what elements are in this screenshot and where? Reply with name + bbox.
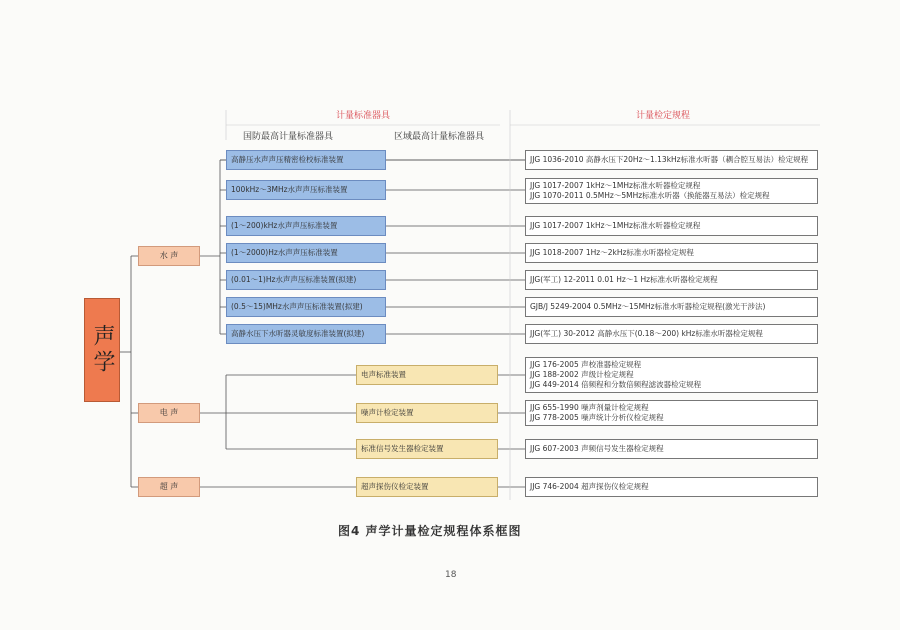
water-standard-box: 高静压水声声压精密检校标准装置 [226, 150, 386, 170]
page-number: 18 [445, 570, 457, 580]
regulation-box [525, 297, 818, 317]
regulation-line: JJG 655-1990 噪声剂量计检定规程 [530, 403, 649, 412]
category-underwater-acoustics: 水 声 [138, 246, 200, 266]
regional-standards-header: 区域最高计量标准器具 [394, 132, 485, 142]
regulation-line: JJG 1018-2007 1Hz～2kHz标准水听器检定规程 [530, 248, 694, 257]
regulation-box [525, 324, 818, 344]
regulation-box [525, 178, 818, 204]
regulation-line: JJG 1017-2007 1kHz～1MHz标准水听器检定规程 [530, 221, 701, 230]
standards-header: 计量标准器具 [336, 111, 391, 121]
regulation-box [525, 477, 818, 497]
regulation-box [525, 439, 818, 459]
regulation-line: JJG 607-2003 声频信号发生器检定规程 [530, 444, 664, 453]
regulation-line: JJG 778-2005 噪声统计分析仪检定规程 [530, 413, 664, 422]
water-standard-box: (0.5～15)MHz水声声压标准装置(拟建) [226, 297, 386, 317]
water-standard-box: (0.01～1)Hz水声声压标准装置(拟建) [226, 270, 386, 290]
category-electroacoustics: 电 声 [138, 403, 200, 423]
regulation-line: JJG 188-2002 声级计检定规程 [530, 370, 634, 379]
regulation-box [525, 216, 818, 236]
regulation-line: JJG(军工) 30-2012 高静水压下(0.18～200) kHz标准水听器检定规程 [530, 329, 763, 338]
regulation-box [525, 150, 818, 170]
water-standard-box: (1～2000)Hz水声声压标准装置 [226, 243, 386, 263]
regulation-line: JJG(军工) 12-2011 0.01 Hz～1 Hz标准水听器检定规程 [530, 275, 718, 284]
electro-standard-box: 噪声计检定装置 [356, 403, 498, 423]
electro-standard-box: 电声标准装置 [356, 365, 498, 385]
water-standard-box: 高静水压下水听器灵敏度标准装置(拟建) [226, 324, 386, 344]
water-standard-box: (1～200)kHz水声声压标准装置 [226, 216, 386, 236]
regulation-line: JJG 1017-2007 1kHz～1MHz标准水听器检定规程 [530, 181, 701, 190]
water-standard-box: 100kHz～3MHz水声声压标准装置 [226, 180, 386, 200]
figure-caption: 图4 声学计量检定规程体系框图 [338, 524, 522, 538]
regulation-line: GJB/J 5249-2004 0.5MHz～15MHz标准水听器检定规程(激光干涉法) [530, 302, 766, 311]
regulation-line: JJG 1070-2011 0.5MHz～5MHz标准水听器（换能器互易法）检定规程 [530, 191, 770, 200]
category-ultrasonics: 超 声 [138, 477, 200, 497]
regulation-box [525, 243, 818, 263]
regulation-line: JJG 1036-2010 高静水压下20Hz～1.13kHz标准水听器（耦合腔互易法）检定规程 [530, 155, 809, 164]
electro-standard-box: 标准信号发生器检定装置 [356, 439, 498, 459]
regulation-line: JJG 449-2014 倍频程和分数倍频程滤波器检定规程 [530, 380, 702, 389]
root-acoustics-box: 声学 [84, 298, 120, 402]
ultrasonic-standard-box: 超声探伤仪检定装置 [356, 477, 498, 497]
regulation-line: JJG 176-2005 声校准器检定规程 [530, 360, 642, 369]
regulations-header: 计量检定规程 [636, 111, 691, 121]
regulation-box [525, 400, 818, 426]
national-standards-header: 国防最高计量标准器具 [243, 132, 334, 142]
regulation-line: JJG 746-2004 超声探伤仪检定规程 [530, 482, 649, 491]
regulation-box [525, 270, 818, 290]
regulation-box [525, 357, 818, 393]
